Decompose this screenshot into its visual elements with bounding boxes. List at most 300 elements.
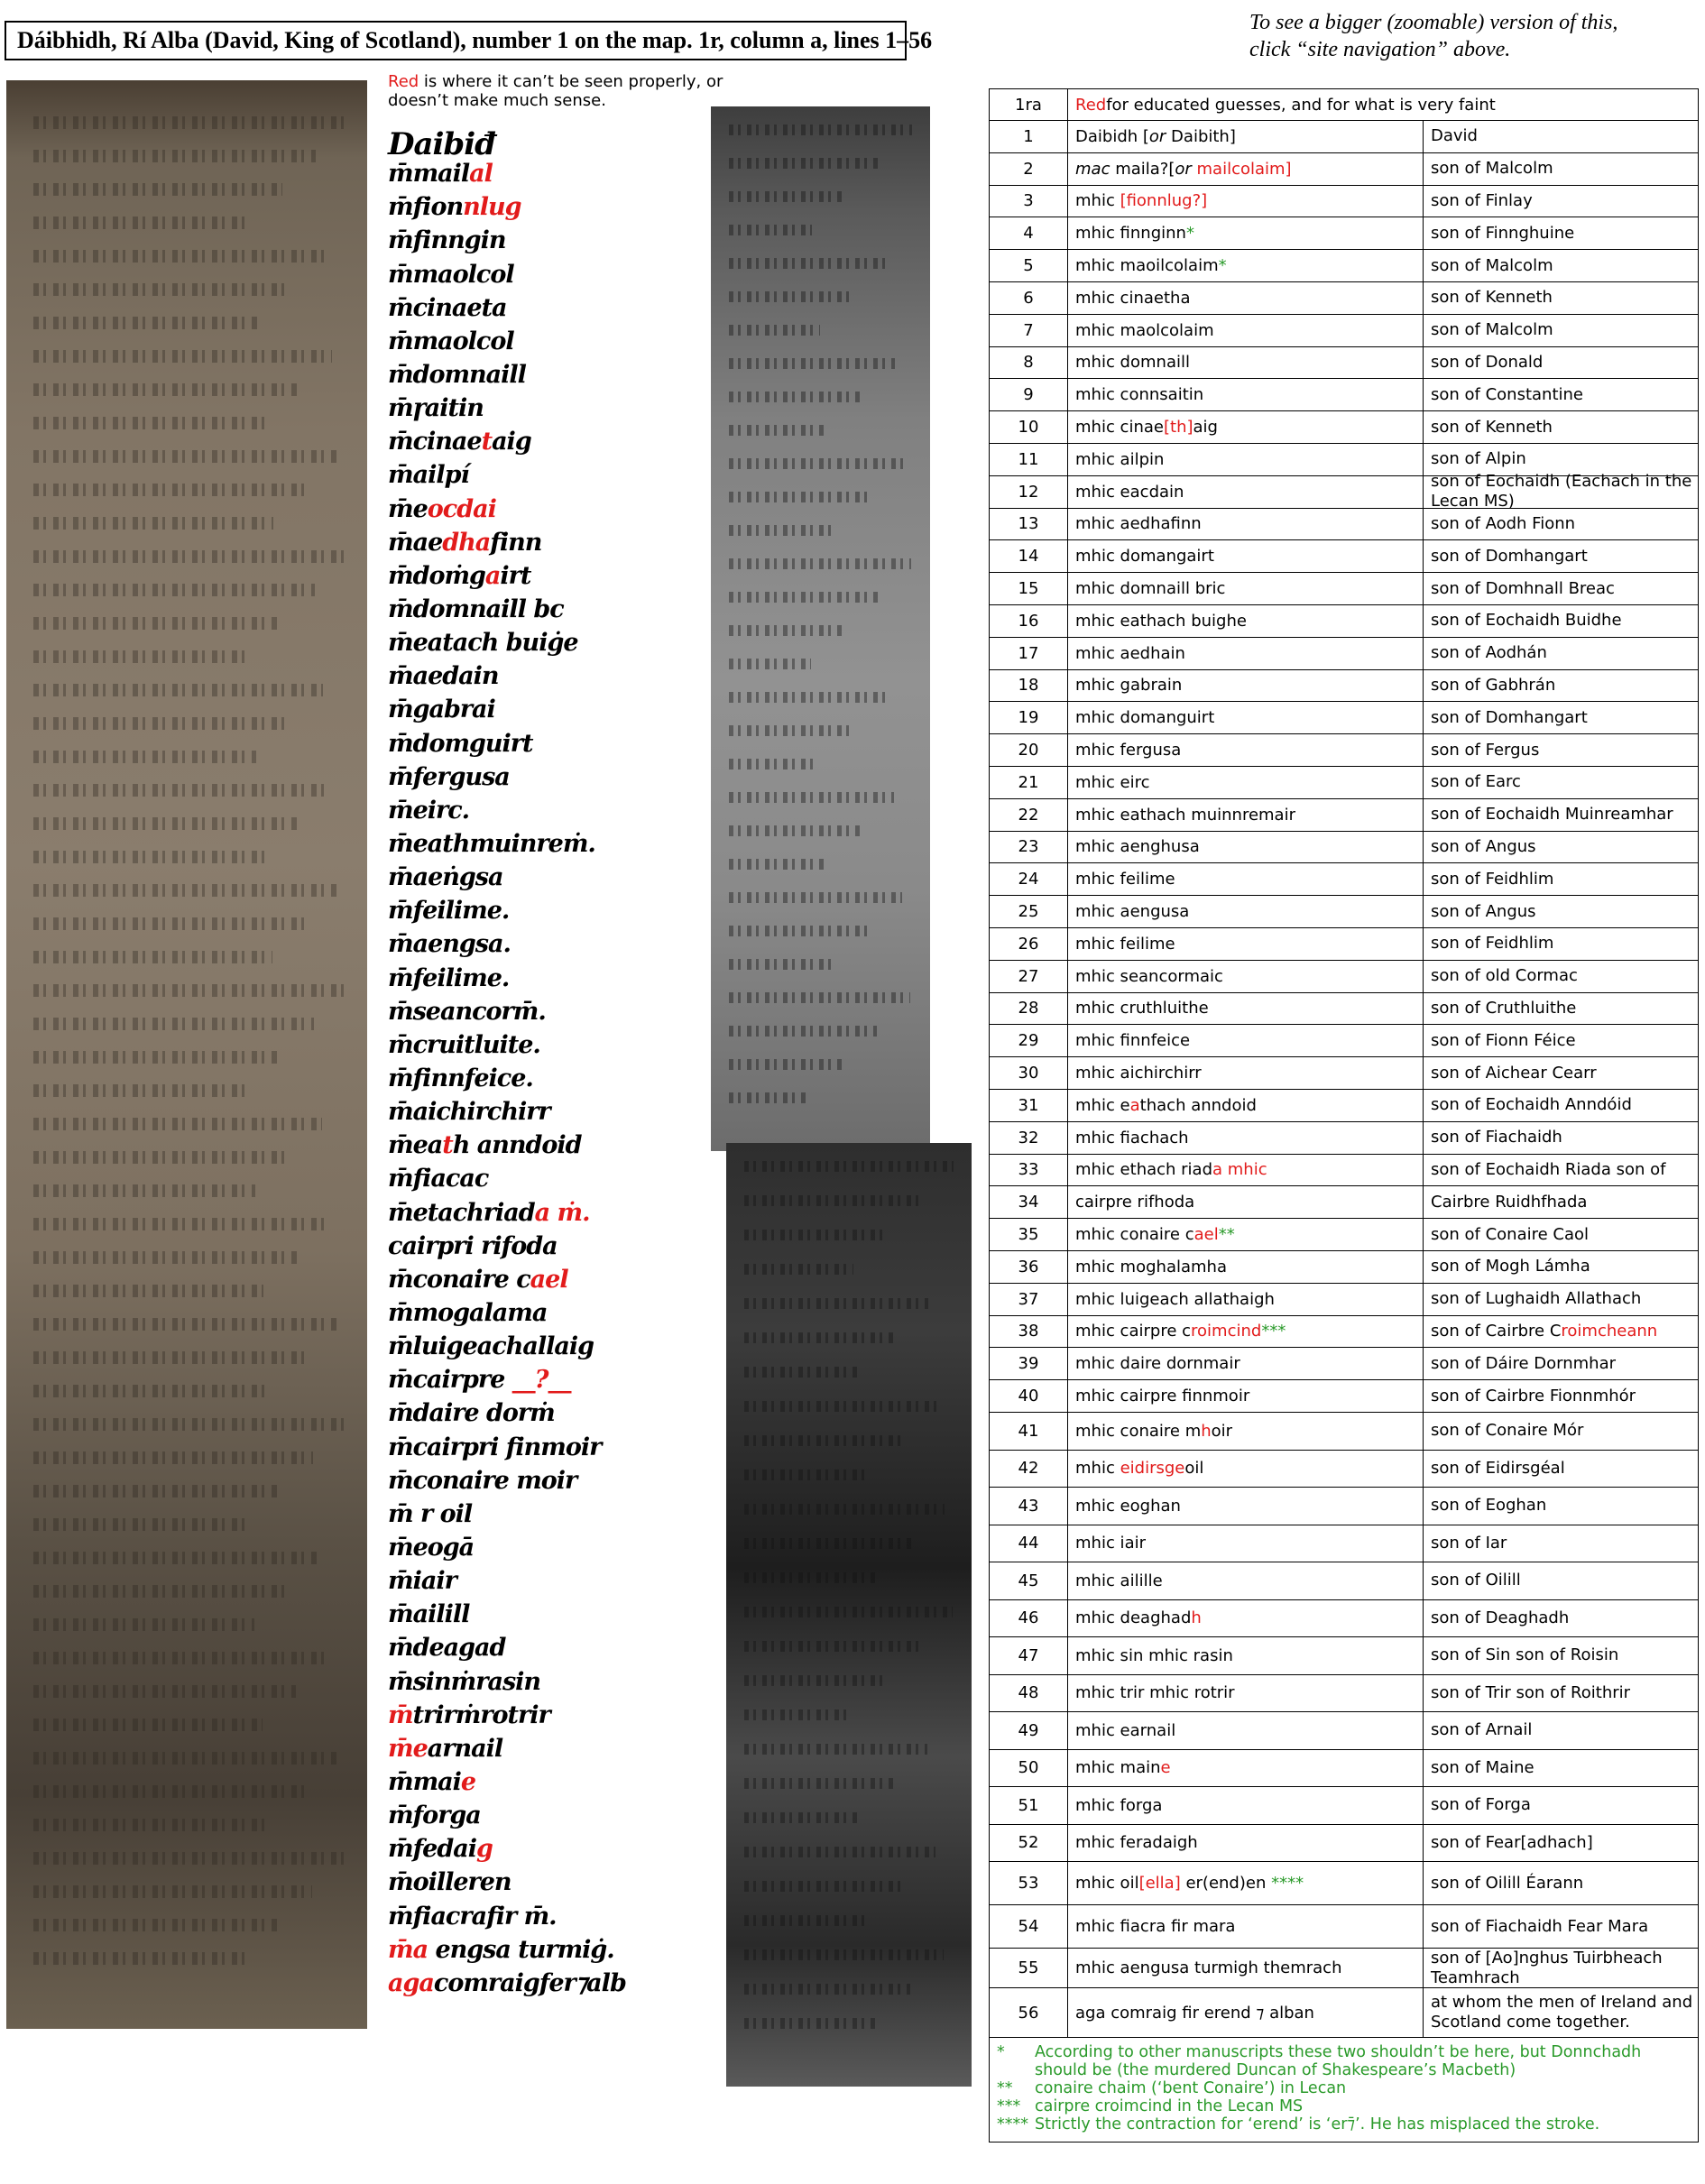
text-segment: mhic finnfeice — [1075, 1031, 1191, 1051]
transcription-line — [388, 193, 521, 221]
header-label: 1ra — [990, 89, 1068, 120]
text-segment: or — [1148, 126, 1166, 146]
faint-script-line — [33, 1785, 304, 1798]
transcription-line — [388, 1936, 614, 1964]
transcription-segment: cairpri rifoda — [388, 1231, 558, 1260]
faint-script-line — [33, 1184, 255, 1197]
faint-script-line — [744, 1470, 870, 1480]
text-segment: [ella] — [1138, 1874, 1181, 1893]
text-segment: mhic feilime — [1075, 870, 1175, 889]
english-cell — [1424, 1219, 1698, 1250]
text-segment: son of Arnail — [1431, 1720, 1533, 1740]
transcription-segment: comraigfer⁊alb — [433, 1968, 626, 1997]
transcription-line — [388, 1534, 474, 1562]
text-segment: **** — [1271, 1874, 1304, 1893]
transcription-line — [388, 361, 526, 389]
text-segment: son of Deaghadh — [1431, 1608, 1570, 1627]
text-segment: son of Malcolm — [1431, 255, 1553, 275]
line-number: 55 — [990, 1949, 1068, 1987]
line-number: 26 — [990, 928, 1068, 960]
faint-script-line — [729, 525, 836, 536]
navigation-note: To see a bigger (zoomable) version of this, click “site navigation” above. — [1249, 11, 1618, 61]
text-segment: mhic domnaill bric — [1075, 579, 1226, 599]
line-number: 56 — [990, 1988, 1068, 2037]
transcription-line — [388, 1500, 472, 1528]
transcription-line — [388, 1165, 488, 1193]
english-cell — [1424, 1949, 1698, 1987]
faint-script-line — [744, 1709, 852, 1720]
gaelic-cell — [1068, 1219, 1424, 1250]
table-row — [990, 1316, 1698, 1349]
gaelic-cell — [1068, 605, 1424, 637]
line-number: 4 — [990, 217, 1068, 249]
footnote — [997, 2043, 1691, 2079]
gaelic-cell — [1068, 1600, 1424, 1637]
table-row — [990, 1380, 1698, 1413]
transcription-segment: m̄aeṅgsa — [388, 863, 503, 892]
transcription-line — [388, 662, 499, 690]
text-segment: son of Cairbre Fionnmhór — [1431, 1386, 1636, 1405]
transcription-segment: m̄eathmuinreṁ. — [388, 830, 595, 858]
footnote-mark: ** — [997, 2079, 1013, 2097]
gaelic-cell — [1068, 1862, 1424, 1904]
line-number: 50 — [990, 1750, 1068, 1787]
gaelic-cell — [1068, 186, 1424, 217]
transcription-line — [388, 730, 533, 758]
footnote — [997, 2079, 1691, 2097]
english-cell — [1424, 1090, 1698, 1121]
text-segment: son of Feidhlim — [1431, 869, 1554, 889]
faint-script-line — [744, 1401, 936, 1412]
english-cell — [1424, 315, 1698, 346]
line-number: 41 — [990, 1413, 1068, 1450]
transcription-line — [388, 830, 595, 858]
faint-script-line — [729, 792, 894, 803]
footnote-mark: * — [997, 2043, 1005, 2061]
faint-script-line — [744, 1435, 903, 1446]
english-cell — [1424, 1905, 1698, 1948]
transcription-segment: m̄deagad — [388, 1634, 506, 1663]
faint-script-line — [33, 1819, 271, 1831]
english-cell — [1424, 1122, 1698, 1154]
gaelic-cell — [1068, 347, 1424, 379]
gaelic-cell — [1068, 217, 1424, 249]
text-segment: oil — [1184, 1459, 1204, 1479]
table-row — [990, 472, 1698, 511]
transcription-segment: m̄cairpre — [388, 1366, 512, 1395]
english-cell — [1424, 509, 1698, 540]
faint-script-line — [744, 1744, 927, 1755]
transcription-line — [388, 529, 541, 557]
transcription-segment: m̄luigeachallaig — [388, 1332, 594, 1361]
transcription-line — [388, 1399, 555, 1427]
faint-script-line — [744, 1230, 887, 1240]
text-segment: son of Aichear Cearr — [1431, 1063, 1597, 1083]
gaelic-cell — [1068, 509, 1424, 540]
text-segment: or — [1175, 159, 1192, 179]
text-segment: son of Domhangart — [1431, 546, 1588, 566]
line-number: 15 — [990, 573, 1068, 604]
transcription-segment: al — [469, 160, 493, 189]
text-segment: mhic domnaill — [1075, 353, 1190, 373]
text-segment: son of Eochaidh Riada son of — [1431, 1159, 1666, 1179]
faint-script-line — [33, 484, 307, 496]
footnote-mark: *** — [997, 2097, 1021, 2115]
gaelic-cell — [1068, 250, 1424, 281]
english-cell — [1424, 1637, 1698, 1674]
english-cell — [1424, 1562, 1698, 1599]
table-row — [990, 896, 1698, 928]
text-segment: at whom the men of Ireland and Scotland come together. — [1431, 1993, 1693, 2032]
text-segment: mhic trir mhic rotrir — [1075, 1683, 1235, 1703]
transcription-line — [388, 1701, 550, 1729]
faint-script-line — [744, 1641, 919, 1652]
transcription-line — [388, 964, 509, 992]
line-number: 22 — [990, 799, 1068, 831]
transcription-line — [388, 629, 578, 657]
transcription-segment: m̄maolcol — [388, 260, 514, 289]
text-segment: mhic fergusa — [1075, 741, 1182, 760]
transcription-segment: m̄feilime. — [388, 963, 510, 992]
transcription-line — [388, 863, 502, 891]
faint-script-line — [33, 217, 249, 229]
text-segment: mhic maolcolaim — [1075, 320, 1214, 340]
text-segment: mhic eirc — [1075, 772, 1150, 792]
transcription-segment: m̄fion — [388, 193, 464, 222]
table-row — [990, 702, 1698, 734]
transcription-segment: m̄aedain — [388, 662, 499, 691]
line-number: 21 — [990, 767, 1068, 798]
text-segment: son of Donald — [1431, 352, 1544, 372]
text-segment: son of Conaire Mór — [1431, 1421, 1584, 1441]
faint-script-line — [33, 984, 347, 997]
transcription-line — [388, 930, 511, 958]
faint-script-line — [744, 1572, 878, 1583]
gaelic-cell — [1068, 1825, 1424, 1862]
text-segment: son of Iar — [1431, 1533, 1507, 1553]
transcription-segment: m̄cinae — [388, 428, 482, 456]
text-segment: mhic conaire m — [1075, 1421, 1202, 1441]
line-number: 8 — [990, 347, 1068, 379]
line-number: 31 — [990, 1090, 1068, 1121]
gaelic-cell — [1068, 411, 1424, 443]
transcription-segment: arnail — [427, 1734, 503, 1763]
text-segment: son of Forga — [1431, 1795, 1531, 1815]
faint-script-line — [729, 358, 895, 369]
table-row — [990, 863, 1698, 896]
transcription-line — [388, 294, 507, 322]
transcription-segment: m̄daire dorṁ — [388, 1399, 555, 1428]
text-segment: son of Eochaidh Muinreamhar — [1431, 805, 1673, 825]
gaelic-cell — [1068, 1451, 1424, 1488]
table-row — [990, 1675, 1698, 1713]
english-cell — [1424, 734, 1698, 766]
table-row — [990, 1905, 1698, 1949]
text-segment: mhic cairpre finnmoir — [1075, 1387, 1250, 1406]
transcription-line — [388, 1567, 456, 1595]
line-number: 24 — [990, 863, 1068, 895]
english-cell — [1424, 1825, 1698, 1862]
table-row — [990, 1712, 1698, 1750]
faint-script-line — [744, 1984, 910, 1995]
text-segment: son of Finlay — [1431, 190, 1533, 210]
faint-script-line — [33, 1385, 272, 1397]
transcription-segment: m̄ r oil — [388, 1499, 473, 1528]
transcription-line — [388, 1433, 601, 1461]
gaelic-cell — [1068, 832, 1424, 863]
faint-script-line — [729, 892, 902, 903]
transcription-segment: m̄ailpí — [388, 461, 469, 490]
text-segment: mhic eathach buighe — [1075, 611, 1247, 631]
text-segment: son of Constantine — [1431, 384, 1583, 404]
text-segment: Daibith] — [1166, 126, 1236, 146]
text-segment: mhic main — [1075, 1758, 1161, 1778]
text-segment: mhic maoilcolaim — [1075, 256, 1219, 276]
english-cell — [1424, 217, 1698, 249]
transcription-segment: m̄ea — [388, 1131, 443, 1160]
english-cell — [1424, 573, 1698, 604]
footnotes — [990, 2040, 1698, 2137]
english-cell — [1424, 1284, 1698, 1315]
text-segment: son of Feidhlim — [1431, 934, 1554, 954]
transcription-segment: m̄forga — [388, 1802, 481, 1830]
gaelic-cell — [1068, 1090, 1424, 1121]
faint-script-line — [33, 1218, 330, 1230]
table-row — [990, 1949, 1698, 1988]
table-row — [990, 1251, 1698, 1284]
gaelic-cell — [1068, 1251, 1424, 1283]
text-segment: son of Angus — [1431, 901, 1536, 921]
gaelic-cell — [1068, 734, 1424, 766]
transcription-segment: m̄fiacrafir m̄. — [388, 1902, 557, 1931]
transcription-line — [388, 495, 496, 523]
transcription-line — [388, 1600, 469, 1628]
faint-script-line — [744, 1607, 953, 1617]
faint-script-line — [33, 1151, 289, 1164]
english-cell — [1424, 670, 1698, 702]
english-cell — [1424, 832, 1698, 863]
gaelic-cell — [1068, 1413, 1424, 1450]
transcription-segment: m̄finnfeice. — [388, 1064, 533, 1092]
line-number: 44 — [990, 1525, 1068, 1562]
faint-script-line — [33, 1585, 288, 1598]
transcription-line — [388, 1735, 502, 1763]
text-segment: mhic finnginn — [1075, 224, 1186, 244]
transcription-line — [388, 261, 514, 289]
gaelic-cell — [1068, 1712, 1424, 1749]
gaelic-cell — [1068, 1025, 1424, 1056]
line-number: 2 — [990, 153, 1068, 185]
line-number: 49 — [990, 1712, 1068, 1749]
header-note: Red for educated guesses, and for what is very faint — [1075, 95, 1496, 115]
transcription-line — [388, 1768, 475, 1796]
text-segment: son of [Ao]nghus Tuirbheach Teamhrach — [1431, 1948, 1663, 1987]
english-cell — [1424, 250, 1698, 281]
transcription-segment: m̄ — [388, 1700, 413, 1729]
gaelic-cell — [1068, 1122, 1424, 1154]
faint-script-line — [729, 558, 911, 569]
table-row — [990, 670, 1698, 703]
transcription-segment: m̄e — [388, 1734, 428, 1763]
english-cell — [1424, 799, 1698, 831]
english-cell — [1424, 1862, 1698, 1904]
text-segment: mhic oil — [1075, 1874, 1139, 1893]
gaelic-cell — [1068, 896, 1424, 927]
faint-script-line — [744, 1195, 920, 1206]
transcription-segment: g — [476, 1835, 493, 1864]
text-segment: mhic aedhain — [1075, 643, 1185, 663]
english-cell — [1424, 472, 1698, 511]
text-segment: mhic gabrain — [1075, 676, 1183, 696]
text-segment: mhic feradaigh — [1075, 1833, 1198, 1853]
transcription-segment: m̄iair — [388, 1567, 456, 1596]
text-segment: mhic ethach riad — [1075, 1160, 1213, 1180]
table-header-row — [990, 89, 1698, 121]
line-number: 11 — [990, 444, 1068, 475]
english-cell — [1424, 1380, 1698, 1412]
gaelic-cell — [1068, 1750, 1424, 1787]
english-cell — [1424, 121, 1698, 152]
faint-script-line — [33, 1952, 245, 1965]
transcription-segment: m̄doṁg — [388, 561, 485, 590]
text-segment: mhic ailpin — [1075, 449, 1165, 469]
gaelic-cell — [1068, 540, 1424, 572]
table-row — [990, 1988, 1698, 2038]
gaelic-cell — [1068, 315, 1424, 346]
table-row — [990, 1219, 1698, 1251]
text-segment: oir — [1211, 1421, 1233, 1441]
text-segment: ael — [1194, 1225, 1219, 1245]
table-row — [990, 1090, 1698, 1122]
text-segment: son of Earc — [1431, 772, 1521, 792]
faint-script-line — [729, 1026, 877, 1037]
english-cell — [1424, 1988, 1698, 2037]
text-segment: mhic daire dornmair — [1075, 1354, 1240, 1374]
text-segment: mhic seancormaic — [1075, 966, 1223, 986]
line-number: 39 — [990, 1348, 1068, 1379]
faint-script-line — [729, 392, 862, 402]
gaelic-cell — [1068, 928, 1424, 960]
faint-script-line — [33, 684, 323, 696]
line-number: 30 — [990, 1057, 1068, 1089]
transcription-line — [388, 327, 514, 355]
line-number: 47 — [990, 1637, 1068, 1674]
table-row — [990, 573, 1698, 605]
gaelic-cell — [1068, 1488, 1424, 1525]
faint-script-line — [744, 1367, 862, 1378]
text-segment: mhic cinaetha — [1075, 288, 1191, 308]
gaelic-cell — [1068, 1316, 1424, 1348]
faint-script-line — [33, 851, 264, 863]
table-row — [990, 1348, 1698, 1380]
english-cell — [1424, 928, 1698, 960]
faint-script-line — [33, 550, 348, 563]
gaelic-cell — [1068, 961, 1424, 992]
text-segment: mhic cruthluithe — [1075, 999, 1209, 1018]
line-number: 19 — [990, 702, 1068, 733]
gaelic-cell — [1068, 767, 1424, 798]
text-segment: son of Fear[adhach] — [1431, 1832, 1593, 1852]
text-segment: *** — [1261, 1322, 1286, 1341]
english-cell — [1424, 605, 1698, 637]
text-segment: * — [1185, 224, 1194, 244]
transcription-segment: m̄mai — [388, 1768, 461, 1796]
gaelic-cell — [1068, 1380, 1424, 1412]
transcription-segment: m̄mail — [388, 160, 470, 189]
table-row — [990, 1862, 1698, 1905]
text-segment: son of Angus — [1431, 836, 1536, 856]
english-cell — [1424, 993, 1698, 1025]
text-segment: son of Fionn Féice — [1431, 1030, 1576, 1050]
transcription-line — [388, 1835, 493, 1863]
text-segment: mhic iair — [1075, 1534, 1146, 1553]
transcription-segment: m̄domnaill — [388, 361, 526, 389]
transcription-line — [388, 763, 510, 791]
transcription-segment: ocdai — [427, 494, 496, 523]
transcription-line — [388, 1802, 481, 1829]
transcription-segment: m̄cruitluite. — [388, 1030, 540, 1059]
text-segment: mhic fiachach — [1075, 1128, 1189, 1147]
gaelic-cell — [1068, 1787, 1424, 1824]
line-number: 34 — [990, 1186, 1068, 1218]
faint-script-line — [729, 291, 853, 302]
transcription-segment: m̄finngin — [388, 226, 506, 255]
table-row — [990, 1600, 1698, 1638]
text-segment: son of Eochaidh Buidhe — [1431, 611, 1622, 631]
transcription-segment: m̄a — [388, 1935, 429, 1964]
faint-script-line — [744, 1538, 911, 1549]
transcription-segment: m̄conaire c — [388, 1265, 530, 1294]
text-segment: mhic deaghad — [1075, 1608, 1192, 1628]
line-number: 28 — [990, 993, 1068, 1025]
text-segment: son of Kenneth — [1431, 417, 1553, 437]
gaelic-cell — [1068, 993, 1424, 1025]
transcription-line — [388, 428, 531, 456]
text-segment: son of Dáire Dornmhar — [1431, 1353, 1617, 1373]
line-number: 35 — [990, 1219, 1068, 1250]
faint-script-line — [729, 725, 852, 736]
text-segment: son of old Cormac — [1431, 966, 1578, 986]
text-segment: son of Eidirsgéal — [1431, 1458, 1565, 1478]
faint-script-line — [729, 859, 827, 870]
gaelic-cell — [1068, 379, 1424, 410]
faint-script-line — [729, 191, 845, 202]
transcription-segment: m̄domnaill bc — [388, 595, 564, 623]
gaelic-cell — [1068, 1637, 1424, 1674]
transcription-segment: aga — [388, 1968, 434, 1997]
table-row — [990, 1413, 1698, 1451]
faint-script-line — [33, 450, 340, 463]
transcription-segment: m̄ae — [388, 528, 443, 557]
table-row — [990, 1825, 1698, 1863]
table-row — [990, 217, 1698, 250]
faint-script-line — [33, 1852, 346, 1865]
text-segment: maila?[ — [1110, 159, 1175, 179]
faint-script-line — [729, 759, 819, 769]
text-segment: cairpre rifhoda — [1075, 1193, 1195, 1212]
english-cell — [1424, 638, 1698, 669]
transcription-segment: m̄mogalama — [388, 1299, 548, 1327]
gaelic-cell — [1068, 1525, 1424, 1562]
transcription-line — [388, 1199, 590, 1227]
text-segment: son of Lughaidh Allathach — [1431, 1289, 1642, 1309]
transcription-segment: m̄ɼaitin — [388, 394, 484, 423]
english-cell — [1424, 1600, 1698, 1637]
text-segment: son of Fiachaidh Fear Mara — [1431, 1916, 1649, 1936]
text-segment: son of Finnghuine — [1431, 223, 1575, 243]
text-segment: mhic aedhafinn — [1075, 514, 1202, 534]
gaelic-cell — [1068, 1675, 1424, 1712]
